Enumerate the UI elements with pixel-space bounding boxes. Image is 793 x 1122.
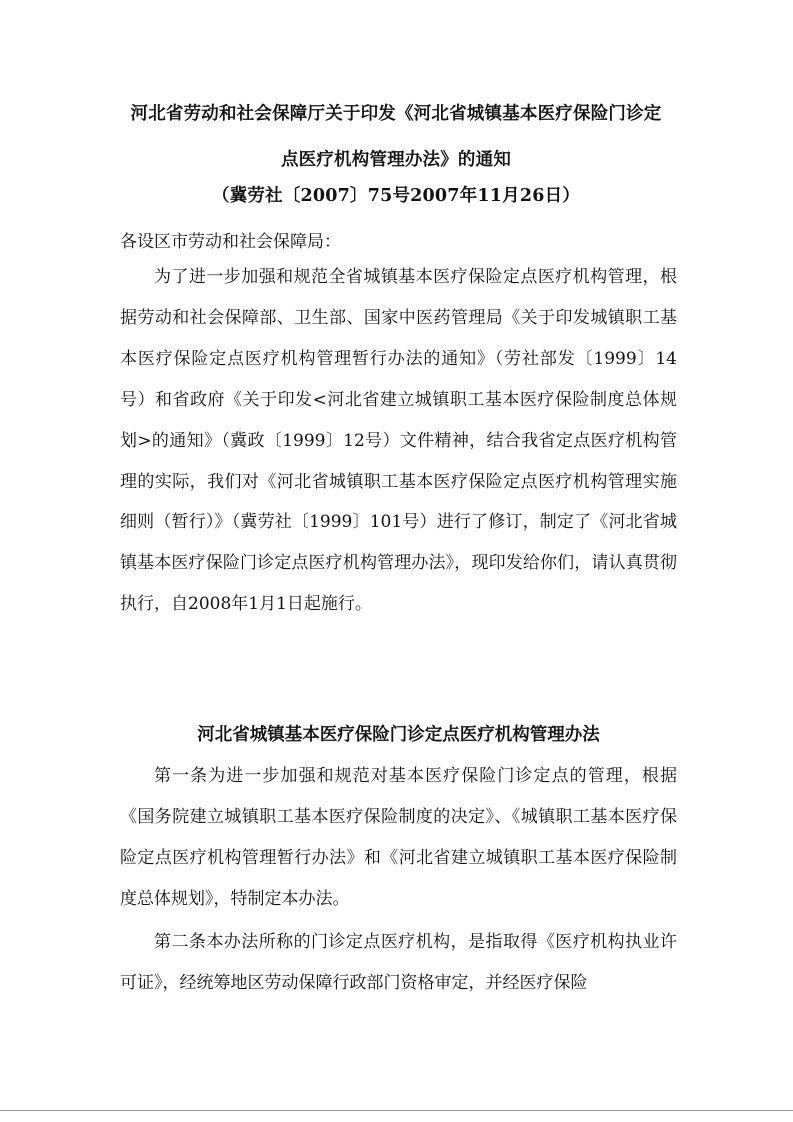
- notice-title-line-1: 河北省劳动和社会保障厅关于印发《河北省城镇基本医疗保险门诊定: [130, 104, 662, 124]
- regulation-article-2: 第二条本办法所称的门诊定点医疗机构，是指取得《医疗机构执业许可证》，经统筹地区劳动保障行政部门资格审定，并经医疗保险: [120, 932, 677, 993]
- notice-document-number: （冀劳社〔2007〕75号2007年11月26日）: [212, 186, 580, 206]
- regulation-title: 河北省城镇基本医疗保险门诊定点医疗机构管理办法: [197, 725, 600, 745]
- notice-body-paragraph: 为了进一步加强和规范全省城镇基本医疗保险定点医疗机构管理，根据劳动和社会保障部、卫生部、国家中医药管理局《关于印发城镇职工基本医疗保险定点医疗机构管理暂行办法的通知》（劳社部发〔1999〕14号）和省政府《关于印发<河北省建立城镇职工基本医疗保险制度总体规划>的通知》（冀政〔1999〕12号）文件精神，结合我省定点医疗机构管理的实际，我们对《河北省城镇职工基本医疗保险定点医疗机构管理实施细则（暂行）》（冀劳社〔1999〕101号）进行了修订，制定了《河北省城镇基本医疗保险门诊定点医疗机构管理办法》，现印发给你们，请认真贯彻执行，自2008年1月1日起施行。: [120, 267, 677, 615]
- regulation-article-1: 第一条为进一步加强和规范对基本医疗保险门诊定点的管理，根据《国务院建立城镇职工基本医疗保险制度的决定》、《城镇职工基本医疗保险定点医疗机构管理暂行办法》和《河北省建立城镇职工基本医疗保险制度总体规划》，特制定本办法。: [120, 766, 677, 909]
- notice-salutation: 各设区市劳动和社会保障局：: [120, 232, 341, 252]
- notice-title-line-2: 点医疗机构管理办法》的通知: [280, 150, 512, 170]
- page-bottom-divider: [0, 1110, 793, 1111]
